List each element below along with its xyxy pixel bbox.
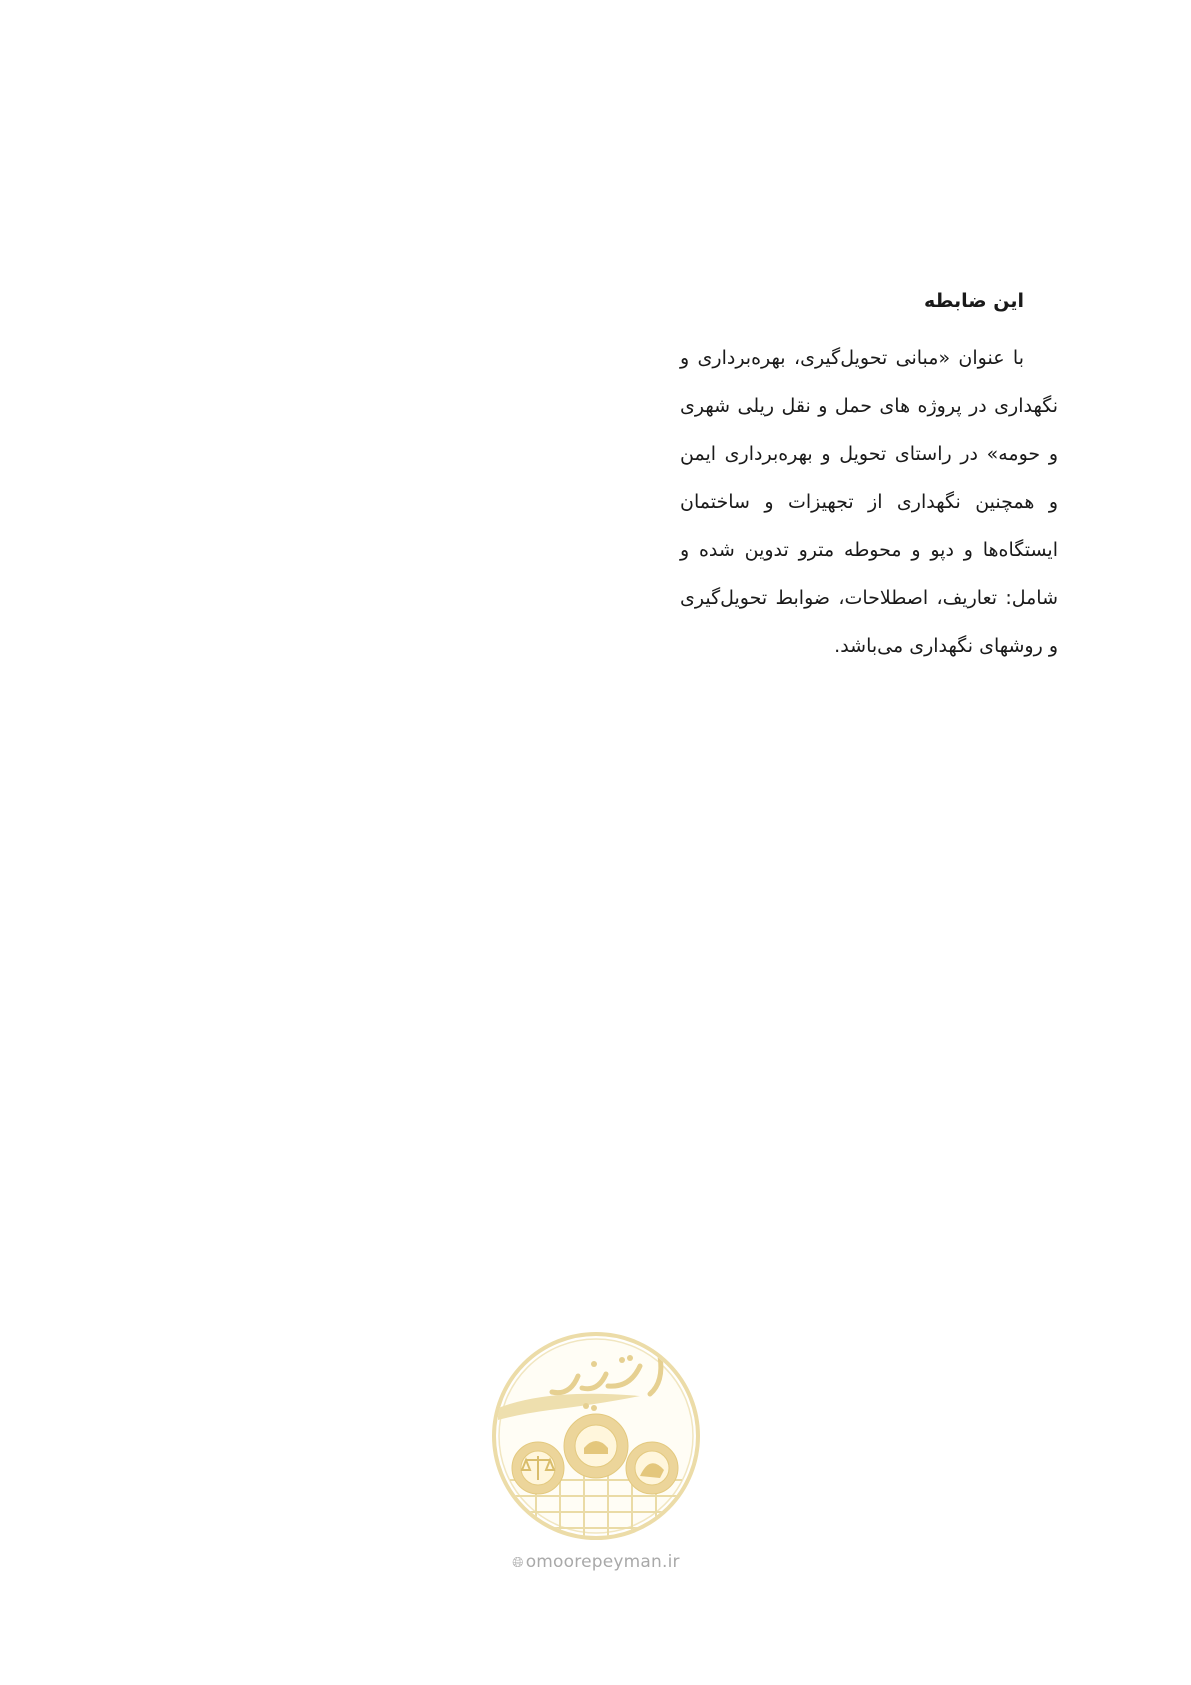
watermark-url: omoorepeyman.ir bbox=[525, 1552, 680, 1572]
watermark bbox=[490, 1330, 702, 1590]
paragraph-line: شامل: تعاریف، اصطلاحات، ضوابط تحویل‌گیری bbox=[680, 587, 1058, 609]
paragraph-line: و همچنین نگهداری از تجهیزات و ساختمان bbox=[680, 491, 1058, 513]
paragraph-line: نگهداری در پروژه های حمل و نقل ریلی شهری bbox=[680, 395, 1058, 417]
paragraph-line: و روشهای نگهداری می‌باشد. bbox=[834, 635, 1058, 657]
paragraph-line: ایستگاه‌ها و دپو و محوطه مترو تدوین شده و bbox=[680, 539, 1058, 561]
body-paragraph bbox=[680, 334, 1058, 670]
paragraph-line: و حومه» در راستای تحویل و بهره‌برداری ایمن bbox=[680, 443, 1058, 465]
text-block bbox=[680, 286, 1058, 670]
section-heading: این ضابطه bbox=[923, 290, 1024, 312]
watermark-caption bbox=[490, 1552, 702, 1572]
watermark-logo bbox=[490, 1330, 702, 1542]
paragraph-line: با عنوان «مبانی تحویل‌گیری، بهره‌برداری و bbox=[680, 347, 1024, 369]
globe-icon: 🌐︎ bbox=[512, 1555, 524, 1571]
